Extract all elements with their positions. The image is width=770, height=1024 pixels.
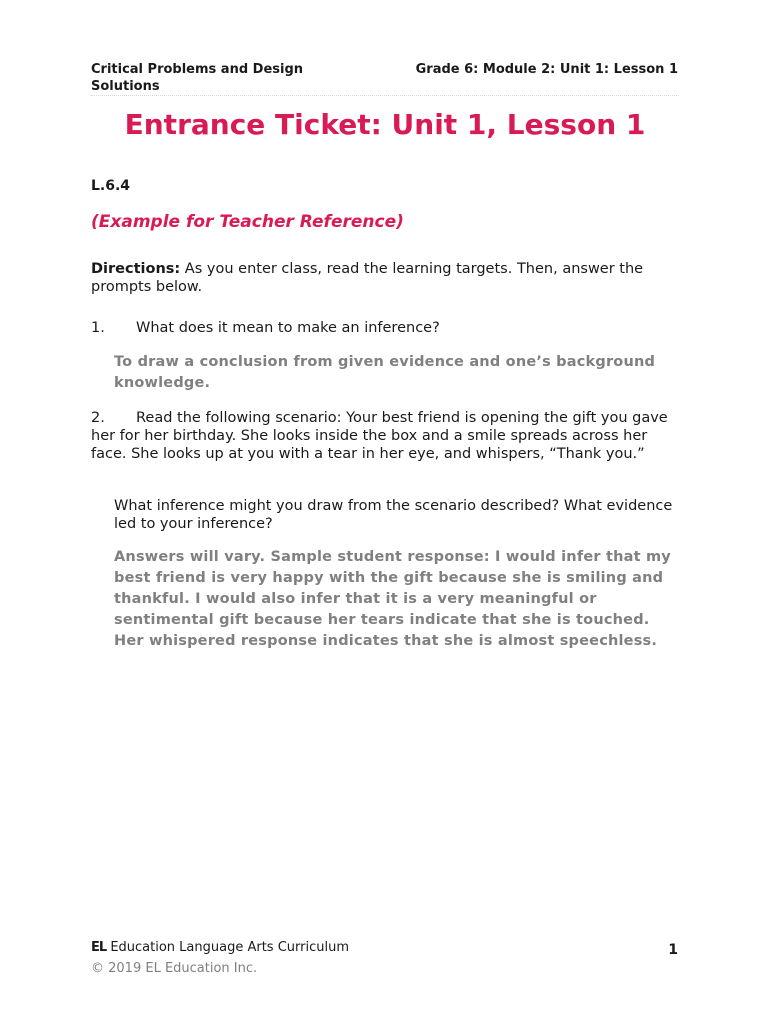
header-lesson-locator: Grade 6: Module 2: Unit 1: Lesson 1 bbox=[415, 62, 678, 77]
el-education-logo bbox=[91, 940, 349, 956]
question-2 bbox=[91, 409, 681, 463]
el-logo-text: Education Language Arts Curriculum bbox=[110, 940, 349, 955]
question-2-follow-up: What inference might you draw from the scenario described? What evidence led to your inference? bbox=[114, 498, 673, 532]
question-1-prompt: What does it mean to make an inference? bbox=[136, 320, 440, 336]
copyright-notice: © 2019 EL Education Inc. bbox=[91, 961, 258, 976]
el-logo-mark: EL bbox=[91, 940, 107, 955]
header-unit-title: Critical Problems and Design Solutions bbox=[91, 62, 304, 94]
teacher-reference-note: (Example for Teacher Reference) bbox=[91, 212, 404, 232]
question-1-answer: To draw a conclusion from given evidence and one’s background knowledge. bbox=[114, 354, 656, 391]
question-2-number: 2. bbox=[91, 410, 105, 426]
header-divider bbox=[91, 95, 679, 96]
directions bbox=[91, 260, 681, 296]
question-2-prompt: Read the following scenario: Your best friend is opening the gift you gave her for her birthday. She looks inside the box and a smile spreads across her face. She looks up at you with a tear in her eye, and whispers, “Thank you.” bbox=[91, 410, 668, 462]
question-1 bbox=[91, 319, 681, 337]
directions-text: As you enter class, read the learning targets. Then, answer the prompts below. bbox=[91, 261, 644, 295]
question-1-number: 1. bbox=[91, 320, 105, 336]
standard-code: L.6.4 bbox=[91, 178, 131, 194]
page-title: Entrance Ticket: Unit 1, Lesson 1 bbox=[124, 108, 646, 141]
question-2-answer: Answers will vary. Sample student response: I would infer that my best friend is very happy with the gift because she is smiling and thankful. I would also infer that it is a very meaningful or sentimental gift because her tears indicate that she is touched. Her whispered response indicates that she is almost speechless. bbox=[114, 549, 671, 649]
page-number: 1 bbox=[668, 942, 678, 958]
directions-label: Directions: bbox=[91, 261, 181, 277]
